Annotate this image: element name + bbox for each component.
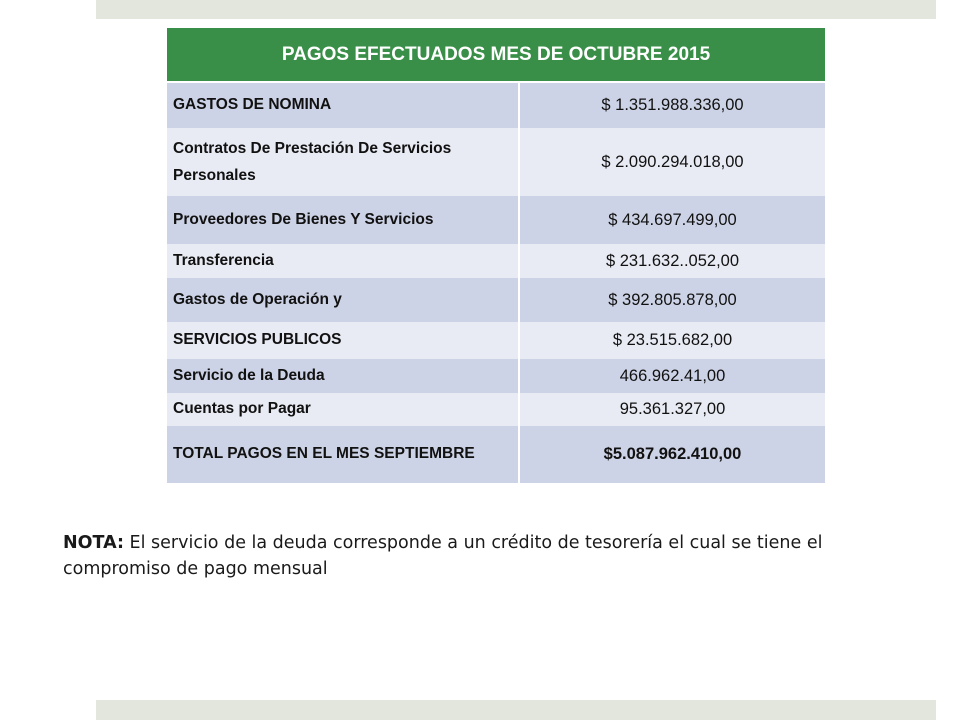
row-concept: Cuentas por Pagar xyxy=(167,393,519,426)
table-title: PAGOS EFECTUADOS MES DE OCTUBRE 2015 xyxy=(167,28,825,82)
row-amount: 95.361.327,00 xyxy=(519,393,825,426)
row-amount: $ 2.090.294.018,00 xyxy=(519,128,825,196)
row-concept: Proveedores De Bienes Y Servicios xyxy=(167,196,519,244)
table-total-row xyxy=(167,426,825,483)
row-amount: $ 1.351.988.336,00 xyxy=(519,82,825,128)
footnote xyxy=(63,530,903,582)
note-label: NOTA: xyxy=(63,533,124,553)
row-concept: Gastos de Operación y xyxy=(167,278,519,322)
row-amount: $ 392.805.878,00 xyxy=(519,278,825,322)
total-amount: $5.087.962.410,00 xyxy=(519,426,825,483)
table-row xyxy=(167,196,825,244)
table-row xyxy=(167,393,825,426)
row-concept: Transferencia xyxy=(167,244,519,278)
table-row xyxy=(167,128,825,196)
table-row xyxy=(167,278,825,322)
row-amount: $ 434.697.499,00 xyxy=(519,196,825,244)
note-text: El servicio de la deuda corresponde a un crédito de tesorería el cual se tiene el compromiso de pago mensual xyxy=(63,533,823,579)
row-concept: GASTOS DE NOMINA xyxy=(167,82,519,128)
table-row xyxy=(167,322,825,359)
row-amount: 466.962.41,00 xyxy=(519,359,825,393)
row-concept: Contratos De Prestación De Servicios Personales xyxy=(167,128,519,196)
payments-table xyxy=(167,28,825,483)
row-amount: $ 231.632..052,00 xyxy=(519,244,825,278)
top-decorative-band xyxy=(96,0,936,19)
bottom-decorative-band xyxy=(96,700,936,720)
table-row xyxy=(167,359,825,393)
total-concept: TOTAL PAGOS EN EL MES SEPTIEMBRE xyxy=(167,426,519,483)
table-header-row xyxy=(167,28,825,82)
table-row xyxy=(167,244,825,278)
row-amount: $ 23.515.682,00 xyxy=(519,322,825,359)
row-concept: Servicio de la Deuda xyxy=(167,359,519,393)
row-concept: SERVICIOS PUBLICOS xyxy=(167,322,519,359)
table-row xyxy=(167,82,825,128)
